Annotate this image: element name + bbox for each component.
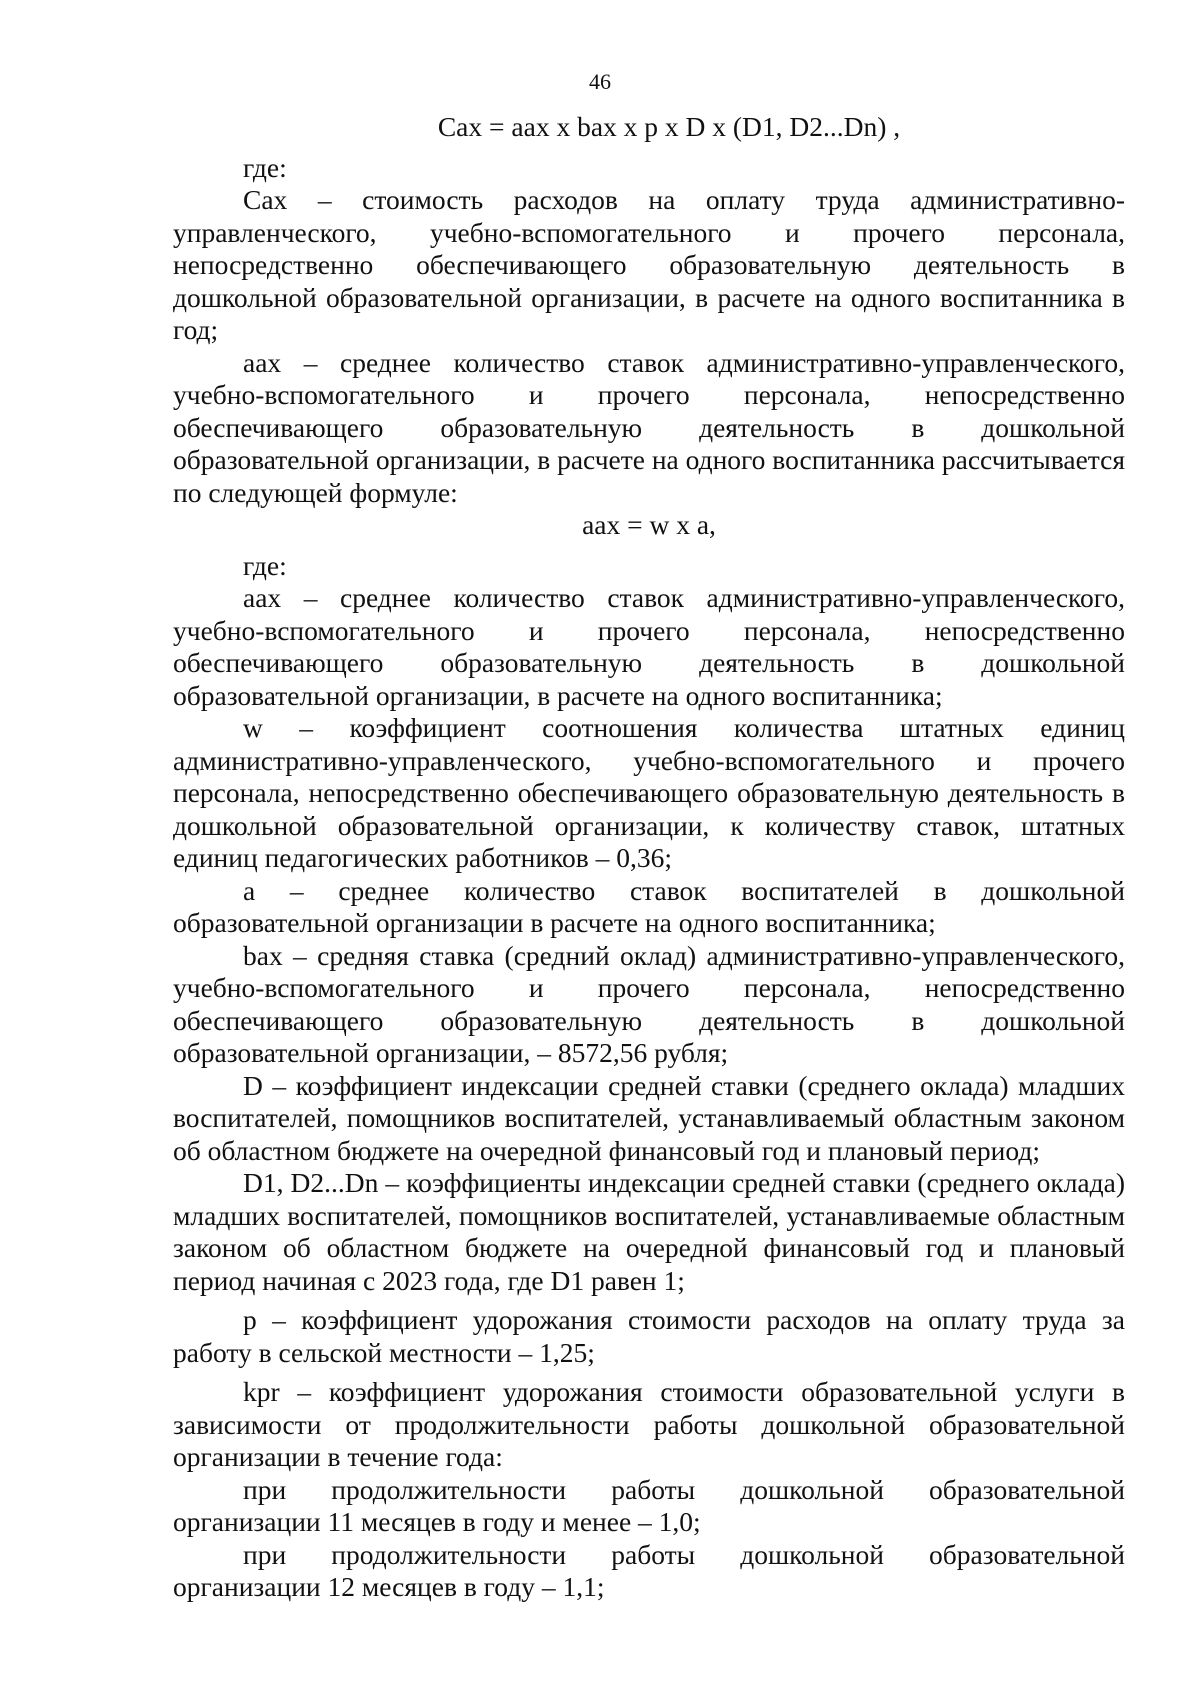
definition-aax-repeat: aах – среднее количество ставок административно-управленческого, учебно-вспомогательного и прочего персонала, непосредственно обеспечивающего образовательную деятельность в дошкольной образовательной организации, в расчете на одного воспитанника; — [173, 582, 1125, 711]
definition-cax: Сах – стоимость расходов на оплату труда административно-управленческого, учебно-вспомогательного и прочего персонала, непосредственно обеспечивающего образовательную деятельность в дошкольной образовательной организации, в расчете на одного воспитанника в год; — [173, 184, 1125, 345]
definition-p: р – коэффициент удорожания стоимости расходов на оплату труда за работу в сельской местности – 1,25; — [173, 1304, 1125, 1368]
definition-d: D – коэффициент индексации средней ставки (среднего оклада) младших воспитателей, помощников воспитателей, устанавливаемый областным законом об областном бюджете на очередной финансовый год и плановый период; — [173, 1069, 1125, 1166]
definition-w: w – коэффициент соотношения количества штатных единиц административно-управленческого, учебно-вспомогательного и прочего персонала, непосредственно обеспечивающего образовательную деятельность в дошкольной образовательной организации, к количеству ставок, штатных единиц педагогических работников – 0,36; — [173, 712, 1125, 873]
formula-aax: aах = w х а, — [582, 509, 716, 540]
definition-kpr: kpr – коэффициент удорожания стоимости образовательной услуги в зависимости от продолжительности работы дошкольной образовательной организации в течение года: — [173, 1376, 1125, 1472]
kpr-case-12-months: при продолжительности работы дошкольной образовательной организации 12 месяцев в году – 1,1; — [173, 1538, 1125, 1602]
where-label: где: — [243, 151, 287, 183]
definition-d1-dn: D1, D2...Dn – коэффициенты индексации средней ставки (среднего оклада) младших воспитателей, помощников воспитателей, устанавливаемые областным законом об областном бюджете на очередной финансовый год и плановый период начиная с 2023 года, где D1 равен 1; — [173, 1167, 1125, 1296]
formula-cax: Сах = aах х bах х р х D х (D1, D2...Dn) , — [437, 111, 901, 142]
page-number: 46 — [589, 69, 611, 94]
document-body — [173, 111, 1125, 1604]
definition-a: а – среднее количество ставок воспитателей в дошкольной образовательной организации в расчете на одного воспитанника; — [173, 874, 1125, 938]
definition-bax: bах – средняя ставка (средний оклад) административно-управленческого, учебно-вспомогательного и прочего персонала, непосредственно обеспечивающего образовательную деятельность в дошкольной образовательной организации, – 8572,56 рубля; — [173, 939, 1125, 1068]
where-label-2: где: — [243, 549, 287, 581]
kpr-case-11-months: при продолжительности работы дошкольной образовательной организации 11 месяцев в году и менее – 1,0; — [173, 1473, 1125, 1537]
definition-aax: aах – среднее количество ставок административно-управленческого, учебно-вспомогательного и прочего персонала, непосредственно обеспечивающего образовательную деятельность в дошкольной образовательной организации, в расчете на одного воспитанника рассчитывается по следующей формуле: — [173, 346, 1125, 508]
